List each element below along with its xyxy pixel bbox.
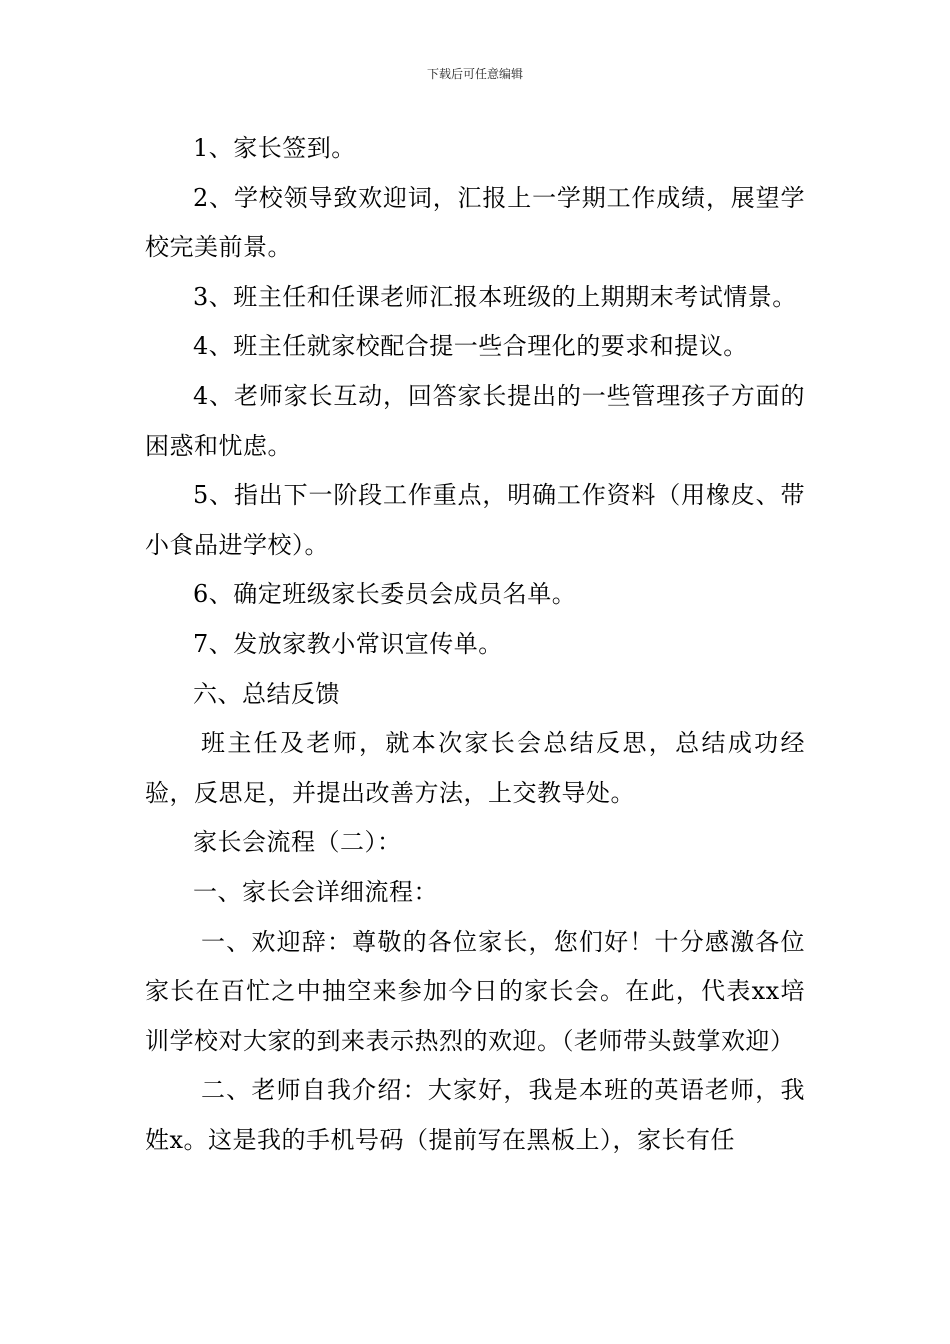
- paragraph-welcome-speech: 2、学校领导致欢迎词，汇报上一学期工作成绩，展望学校完美前景。: [145, 183, 805, 262]
- paragraph-sign-in: 1、家长签到。: [193, 134, 356, 162]
- paragraph-leaflet: 7、发放家教小常识宣传单。: [193, 629, 503, 658]
- paragraph-exam-report: 3、班主任和任课老师汇报本班级的上期期末考试情景。: [193, 282, 797, 311]
- paragraph-suggestions: 4、班主任就家校配合提一些合理化的要求和提议。: [193, 332, 748, 361]
- paragraph-summary: 班主任及老师，就本次家长会总结反思，总结成功经验，反思足，并提出改善方法，上交教导处。: [145, 729, 805, 807]
- page-header: 下载后可任意编辑: [426, 67, 523, 81]
- paragraph-welcome-address: 一、欢迎辞：尊敬的各位家长，您们好！十分感激各位家长在百忙之中抽空来参加今日的家长会。在此，代表xx培训学校对大家的到来表示热烈的欢迎。（老师带头鼓掌欢迎）: [145, 927, 805, 1055]
- section-heading-process-two: 家长会流程（二）：: [193, 828, 402, 857]
- paragraph-teacher-intro: 二、老师自我介绍：大家好，我是本班的英语老师，我姓x。这是我的手机号码（提前写在黑板上），家长有任: [145, 1076, 805, 1154]
- section-heading-summary: 六、总结反馈: [193, 679, 340, 708]
- document-body: [145, 124, 805, 1165]
- paragraph-committee: 6、确定班级家长委员会成员名单。: [193, 580, 577, 609]
- paragraph-next-stage: 5、指出下一阶段工作重点，明确工作资料（用橡皮、带小食品进学校）。: [145, 481, 805, 559]
- paragraph-interaction: 4、老师家长互动，回答家长提出的一些管理孩子方面的困惑和忧虑。: [145, 381, 805, 460]
- section-heading-detailed-process: 一、家长会详细流程：: [193, 877, 438, 906]
